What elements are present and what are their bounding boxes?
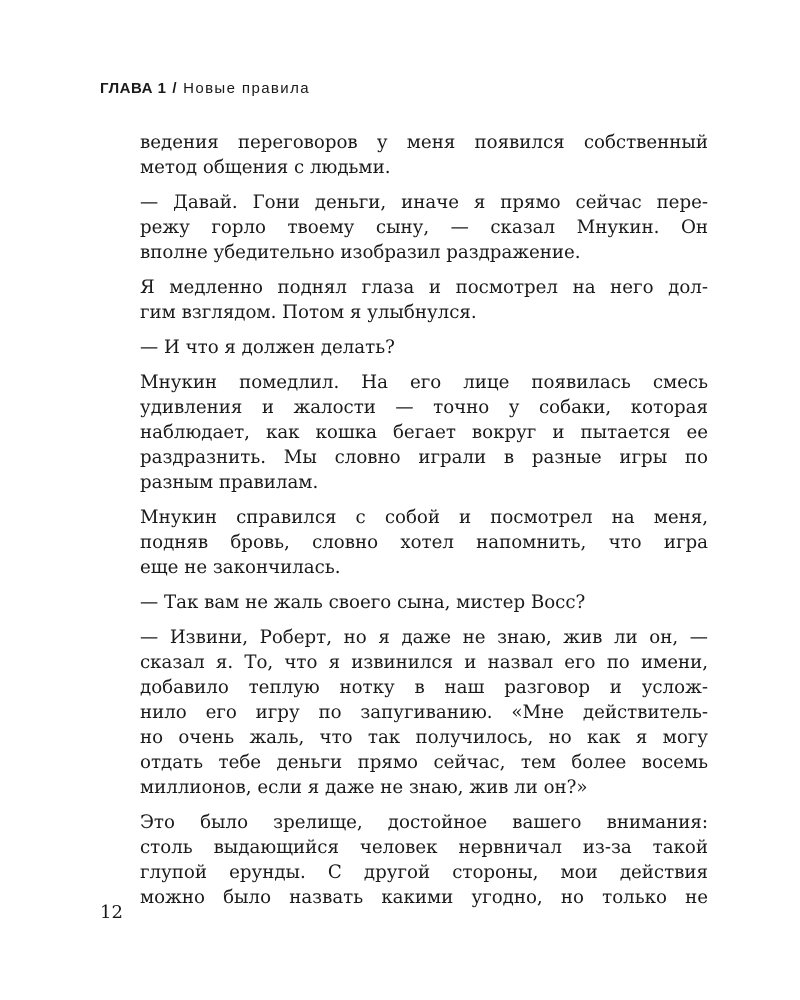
text-line: ведения переговоров у меня появился собственный [140, 132, 708, 153]
text-line: метод общения с людьми. [140, 157, 391, 178]
text-line: вполне убедительно изобразил раздражение. [140, 242, 581, 263]
chapter-label: ГЛАВА 1 [100, 80, 167, 97]
chapter-title: Новые правила [183, 80, 310, 97]
paragraph [140, 335, 708, 360]
text-line: миллионов, если я даже не знаю, жив ли он?» [140, 777, 588, 798]
header-separator: / [172, 80, 178, 97]
text-line: режу горло твоему сыну, — сказал Мнукин. Он [140, 217, 708, 238]
text-line: еще не закончилась. [140, 557, 341, 578]
text-line: — Так вам не жаль своего сына, мистер Восс? [140, 592, 586, 613]
text-line: отдать тебе деньги прямо сейчас, тем более восемь [140, 752, 708, 773]
text-line: — Давай. Гони деньги, иначе я прямо сейчас пере- [140, 192, 708, 213]
text-line: — Извини, Роберт, но я даже не знаю, жив ли он, — [140, 627, 708, 648]
paragraph [140, 370, 708, 495]
text-line: раздразнить. Мы словно играли в разные игры по [140, 447, 708, 468]
text-line: столь выдающийся человек нервничал из-за такой [140, 837, 708, 858]
text-line: но очень жаль, что так получилось, но как я могу [140, 727, 708, 748]
paragraph [140, 505, 708, 580]
running-header [100, 80, 310, 97]
text-line: добавило теплую нотку в наш разговор и услож- [140, 677, 708, 698]
paragraph [140, 275, 708, 325]
text-line: Это было зрелище, достойное вашего внимания: [140, 812, 708, 833]
body-text [140, 130, 708, 920]
text-line: гим взглядом. Потом я улыбнулся. [140, 302, 477, 323]
text-line: нило его игру по запугиванию. «Мне действитель- [140, 702, 708, 723]
text-line: Мнукин справился с собой и посмотрел на меня, [140, 507, 708, 528]
text-line: удивления и жалости — точно у собаки, которая [140, 397, 708, 418]
text-line: Мнукин помедлил. На его лице появилась смесь [140, 372, 708, 393]
page-number: 12 [100, 902, 123, 923]
paragraph [140, 810, 708, 910]
paragraph [140, 625, 708, 800]
paragraph [140, 590, 708, 615]
text-line: наблюдает, как кошка бегает вокруг и пытается ее [140, 422, 708, 443]
text-line: Я медленно поднял глаза и посмотрел на него дол- [140, 277, 708, 298]
paragraph [140, 130, 708, 180]
paragraph [140, 190, 708, 265]
text-line: — И что я должен делать? [140, 337, 395, 358]
text-line: разным правилам. [140, 472, 319, 493]
text-line: глупой ерунды. С другой стороны, мои действия [140, 862, 708, 883]
text-line: можно было назвать какими угодно, но только не [140, 887, 708, 908]
text-line: сказал я. То, что я извинился и назвал его по имени, [140, 652, 708, 673]
text-line: подняв бровь, словно хотел напомнить, что игра [140, 532, 708, 553]
